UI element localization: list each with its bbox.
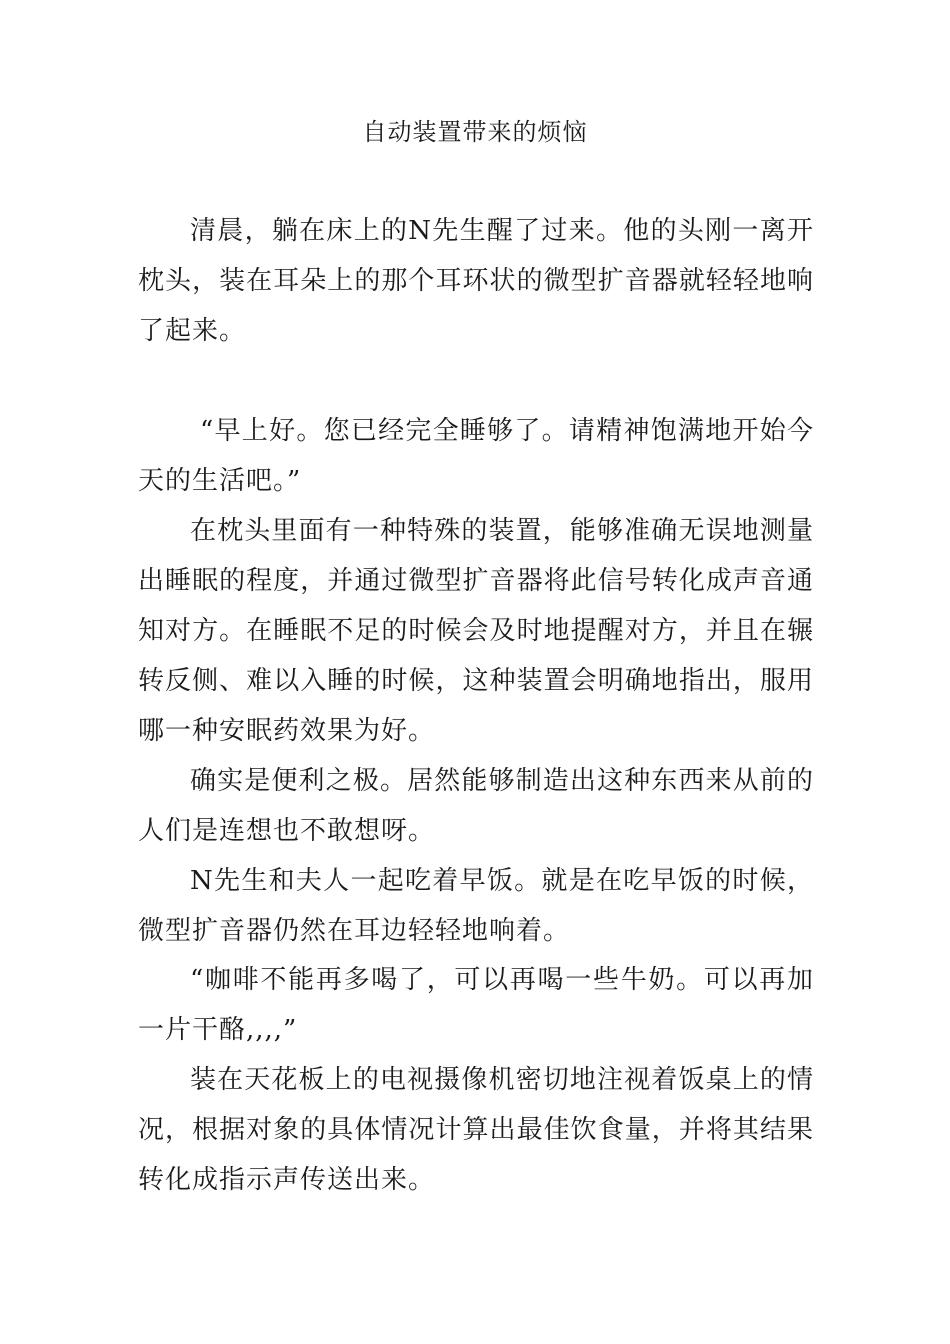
paragraph-7: 装在天花板上的电视摄像机密切地注视着饭桌上的情况，根据对象的具体情况计算出最佳饮食量，并将其结果转化成指示声传送出来。 (138, 1065, 814, 1195)
paragraph-3: 在枕头里面有一种特殊的装置，能够准确无误地测量出睡眠的程度，并通过微型扩音器将此信号转化成声音通知对方。在睡眠不足的时候会及时地提醒对方，并且在辗转反侧、难以入睡的时候，这种装置会明确地指出，服用哪一种安眠药效果为好。 (138, 516, 814, 746)
document-title: 自动装置带来的烦恼 (362, 118, 588, 146)
paragraph-1: 清晨，躺在床上的N先生醒了过来。他的头刚一离开枕头，装在耳朵上的那个耳环状的微型扩音器就轻轻地响了起来。 (138, 216, 814, 346)
paragraph-4: 确实是便利之极。居然能够制造出这种东西来从前的人们是连想也不敢想呀。 (138, 766, 814, 846)
paragraph-6: “咖啡不能再多喝了，可以再喝一些牛奶。可以再加一片干酪,,,,” (138, 965, 814, 1045)
paragraph-2: “早上好。您已经完全睡够了。请精神饱满地开始今天的生活吧。” (138, 416, 814, 496)
paragraph-5: N先生和夫人一起吃着早饭。就是在吃早饭的时候，微型扩音器仍然在耳边轻轻地响着。 (138, 866, 814, 946)
